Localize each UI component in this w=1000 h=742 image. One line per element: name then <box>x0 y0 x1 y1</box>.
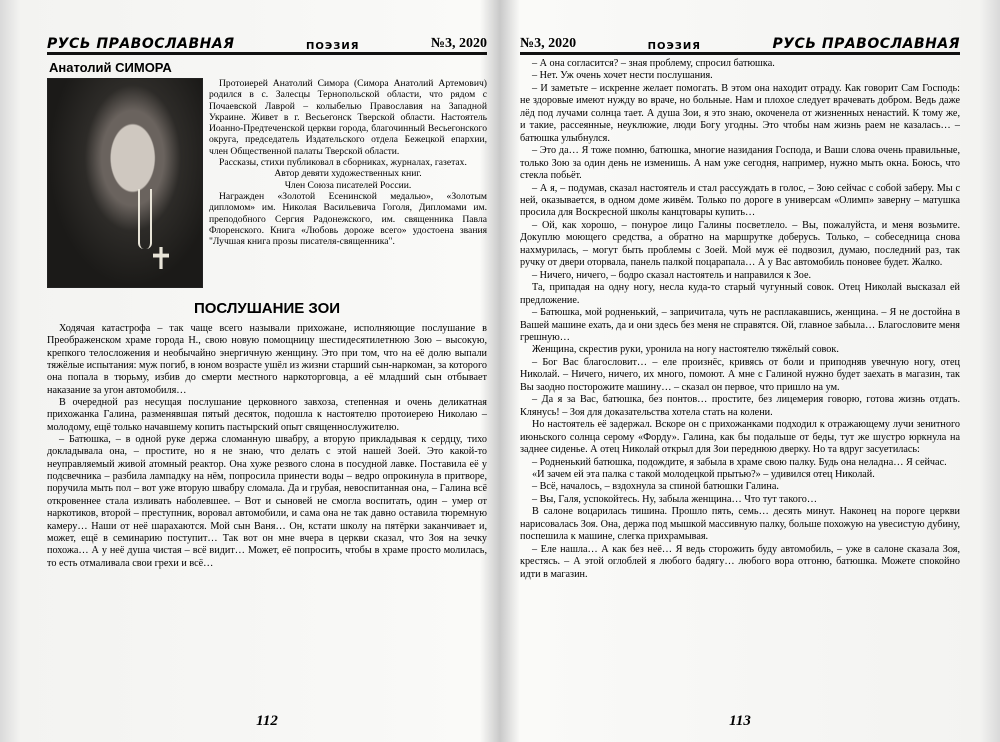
section-label: ПОЭЗИЯ <box>306 41 360 52</box>
issue-number: №3, 2020 <box>520 36 577 51</box>
story-paragraph: – Вы, Галя, успокойтесь. Ну, забыла женщина… Что тут такого… <box>532 493 818 505</box>
pectoral-cross-icon <box>153 247 169 269</box>
page-number: 112 <box>256 713 278 729</box>
story-paragraph: Но настоятель её задержал. Вскоре он с прихожанками подходил к отражающему лучи зенитного июньского солнца серому «Форду». Галина, как бы подальше от беды, тут же шустро юркнула на заднее сиденье. А отец Николай открыл для Зои переднюю дверку. Но та вдруг засуетилась: <box>520 419 960 456</box>
story-paragraph: «И зачем ей эта палка с такой молодецкой прытью?» – удивился отец Николай. <box>532 468 875 480</box>
left-page <box>47 30 487 730</box>
story-paragraph: – Ой, как хорошо, – понурое лицо Галины посветлело. – Вы, пожалуйста, и меня возьмите. Докуплю моющего средства, а обратно на маршрутке доберусь. Только, – собеседница снова нахмурилась, – могут быть проблемы с Зоей. Мой муж её подвозил, думаю, последний раз, так ручку от двери оторвала, панель палкой поцарапала… А у Вас автомобиль поновее будет. Жалко. <box>520 219 960 269</box>
bio-paragraph: Автор девяти художественных книг. <box>274 168 422 180</box>
section-label: ПОЭЗИЯ <box>647 41 701 52</box>
story-paragraph: – Нет. Уж очень хочет нести послушания. <box>532 70 713 82</box>
story-paragraph: – А она согласится? – зная проблему, спросил батюшка. <box>532 58 775 69</box>
story-body <box>47 323 487 570</box>
story-paragraph: – Да я за Вас, батюшка, без понтов… простите, без лицемерия говорю, готова жизнь отдать. Клянусь! – Зоя для доказательства хотела стать на колени. <box>520 394 960 418</box>
story-paragraph: Ходячая катастрофа – так чаще всего называли прихожане, исполняющие послушание в Преображенском храме города Н., свою новую помощницу шестидесятилетнюю Зою – высокую, крепкого телосложения и необычайно энергичную женщину. Это при том, что на её долю выпали тяжёлые испытания: муж погиб, в юном возрасте ушёл из жизни старший сын-наркоман, за которого она попала в тюрьму, избив до смерти местного наркоторговца, а её младший сын отбывает наказание за угон автомобиля… <box>47 323 487 396</box>
story-paragraph: – Это да… Я тоже помню, батюшка, многие назидания Господа, и Ваши слова очень правильные, только Зою за один день не изменишь. А нам уже сегодня, например, нужно мыть окна. Боюсь, что стекла побьёт. <box>520 145 960 182</box>
story-paragraph: – Еле нашла… А как без неё… Я ведь сторожить буду автомобиль, – уже в салоне сказала Зоя, крестясь. – А этой оглоблей я любого бадягу… любого вора отгоню, батюшка. Можете спокойно идти в магазин. <box>520 543 960 580</box>
author-name: Анатолий СИМОРА <box>49 60 172 75</box>
page-number: 113 <box>729 713 751 729</box>
right-page <box>520 30 960 730</box>
story-paragraph: – Ничего, ничего, – бодро сказал настоятель и направился к Зое. <box>532 269 812 281</box>
bio-text <box>209 78 487 288</box>
story-paragraph: В салоне воцарилась тишина. Прошло пять, семь… десять минут. Наконец на пороге церкви нарисовалась Зоя. Она, держа под мышкой массивную палку, больше похожую на увесистую дубину, поспешила к машине, слегка прихрамывая. <box>520 506 960 543</box>
story-paragraph: – Батюшка, мой родненький, – запричитала, чуть не расплакавшись, женщина. – Я не достойна в Вашей машине ехать, да и они здесь без меня не справятся. Ой, главное забыла… Благословите меня грешную… <box>520 307 960 343</box>
page-header <box>520 30 960 55</box>
story-paragraph: Та, припадая на одну ногу, несла куда-то старый чугунный совок. Отец Николай высказал ей предложение. <box>520 282 960 306</box>
bio-paragraph: Член Союза писателей России. <box>284 179 412 191</box>
masthead: РУСЬ ПРАВОСЛАВНАЯ <box>47 36 235 52</box>
story-paragraph: – Бог Вас благословит… – еле произнёс, кривясь от боли и приподняв увечную ногу, отец Николай. – Ничего, ничего, их много, помоют. А мне с Галиной нужно будет заехать в магазин, так Вы заодно посторожите машину… – сказал он первое, что пришло на ум. <box>520 356 960 393</box>
bio-paragraph: Рассказы, стихи публиковал в сборниках, журналах, газетах. <box>219 157 467 169</box>
author-portrait <box>47 78 203 288</box>
story-paragraph: Женщина, скрестив руки, уронила на ногу настоятелю тяжёлый совок. <box>532 344 839 356</box>
story-paragraph: – А я, – подумав, сказал настоятель и стал рассуждать в голос, – Зою сейчас с собой заберу. Мы с ней, оказывается, в одном доме живём. Только по дороге в универсам «Олимп» заверну – матушка просила для Воскресной школы канцтовары купить… <box>520 182 960 219</box>
story-paragraph: В очередной раз несущая послушание церковного завхоза, степенная и очень деликатная прихожанка Галина, разменявшая пятый десяток, подошла к настоятелю протоиерею Николаю – молодому, ещё только начавшему копить пастырский опыт священнослужителю. <box>47 397 487 433</box>
pectoral-cross-chain <box>138 189 152 249</box>
story-paragraph: – И заметьте – искренне желает помогать. В этом она находит отраду. Как говорит Сам Господь: не здоровые имеют нужду во враче, но больные. Нам и плохое следует врачевать добром. Ведь даже лёд под лучами солнца тает. А душа Зои, я это знаю, окоченела от жизненных ненастий. К тому же, и такие, рассеянные, неуклюжие, люди Богу угодны. Это чтобы нам жизнь раем не казалась… – батюшка улыбнулся. <box>520 82 960 144</box>
bio-paragraph: Протоиерей Анатолий Симора (Симора Анатолий Артемович) родился в с. Залесцы Тернопольской области, что рядом с Почаевской Лаврой – колыбелью Православия на Западной Украине. Живет в г. Весьегонск Тверской области. Настоятель Иоанно-Предтеченской церкви города, благочинный Весьегонского округа, председатель Издательского отдела Бежецкой епархии, член Общественной палаты Тверской области. <box>209 78 487 157</box>
story-body-continued <box>520 58 960 581</box>
bio-paragraph: Награжден «Золотой Есенинской медалью», «Золотым дипломом» им. Николая Васильевича Гоголя, Дипломами им. преподобного Сергия Радонежского, им. священника Павла Флоренского. Книга «Любовь дороже всего» удостоена звания "Лучшая книга прозы писателя-священника". <box>209 190 487 248</box>
author-bio <box>47 78 487 288</box>
masthead: РУСЬ ПРАВОСЛАВНАЯ <box>772 36 960 52</box>
issue-number: №3, 2020 <box>430 36 487 51</box>
story-paragraph: – Родненький батюшка, подождите, я забыла в храме свою палку. Будь она неладна… Я сейчас. <box>532 456 947 468</box>
story-paragraph: – Всё, началось, – вздохнула за спиной батюшки Галина. <box>532 481 779 493</box>
story-paragraph: – Батюшка, – в одной руке держа сломанную швабру, а вторую прикладывая к сердцу, тихо докладывала она, – простите, но я не знаю, что делать с этой нашей Зоей. Это какой-то неуправляемый живой атомный реактор. Она хуже резвого слона в посудной лавке. Поставила её у подсвечника – разбила лампадку на нём, попросила принести воды – ведро опрокинула в притворе, поручила мыть пол – вот уже вторую швабру сломала. Да и грубая, невоспитанная она, – Галина всё откровеннее стала изливать наболевшее. – Вот и сыновей не смогла воспитать, один – умер от наркотиков, второй – преступник, воровал автомобили, и сама она не так давно оставила тюремную камеру… Наши от неё шарахаются. Мой сын Ваня… Он, кстати школу на пятёрки заканчивает и, может, ещё в семинарию поступит… Так вот он мне вчера в церкви сказал, что Зоя на зечку похожа… А у неё душа чистая – всё видит… Может, её попросить, чтобы в храме просто молилась, то есть отмаливала свои грехи и всё… <box>47 434 487 569</box>
page-header <box>47 30 487 55</box>
story-title: ПОСЛУШАНИЕ ЗОИ <box>193 300 341 317</box>
